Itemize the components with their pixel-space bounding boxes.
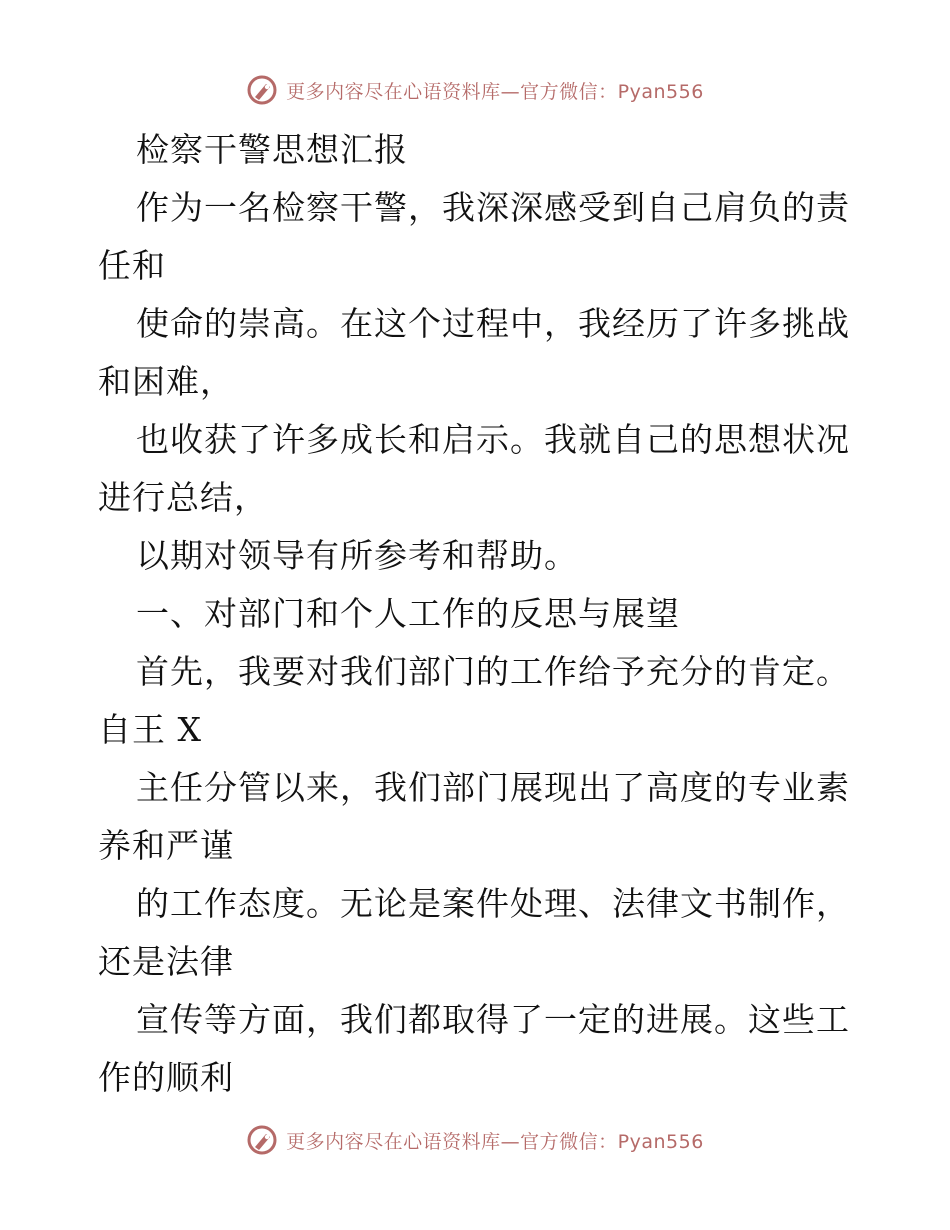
document-body	[98, 121, 858, 1107]
text-line: 还是法律	[98, 942, 234, 981]
text-line: 以期对领导有所参考和帮助。	[136, 536, 578, 575]
text-line: 也收获了许多成长和启示。我就自己的思想状况	[136, 420, 850, 459]
text-line: 养和严谨	[98, 826, 234, 865]
pen-logo-icon	[246, 1124, 278, 1156]
document-title: 检察干警思想汇报	[136, 130, 408, 169]
text-line: 作为一名检察干警，我深深感受到自己肩负的责	[136, 188, 850, 227]
header-banner-text: 更多内容尽在心语资料库—官方微信：Pyan556	[286, 80, 704, 103]
text-line: 宣传等方面，我们都取得了一定的进展。这些工	[136, 1000, 850, 1039]
section-heading: 一、对部门和个人工作的反思与展望	[136, 594, 680, 633]
pen-logo-icon	[246, 74, 278, 106]
text-line: 任和	[98, 246, 166, 285]
text-line: 使命的崇高。在这个过程中，我经历了许多挑战	[136, 304, 850, 343]
footer-banner-text: 更多内容尽在心语资料库—官方微信：Pyan556	[286, 1130, 704, 1153]
text-line: 作的顺利	[98, 1058, 234, 1097]
text-line: 自王 X	[98, 710, 202, 749]
text-line: 首先，我要对我们部门的工作给予充分的肯定。	[136, 652, 850, 691]
text-line: 主任分管以来，我们部门展现出了高度的专业素	[136, 768, 850, 807]
footer-banner	[0, 1120, 950, 1160]
text-line: 进行总结，	[98, 478, 268, 517]
text-line: 的工作态度。无论是案件处理、法律文书制作，	[136, 884, 850, 923]
text-line: 和困难，	[98, 362, 234, 401]
header-banner	[0, 70, 950, 110]
